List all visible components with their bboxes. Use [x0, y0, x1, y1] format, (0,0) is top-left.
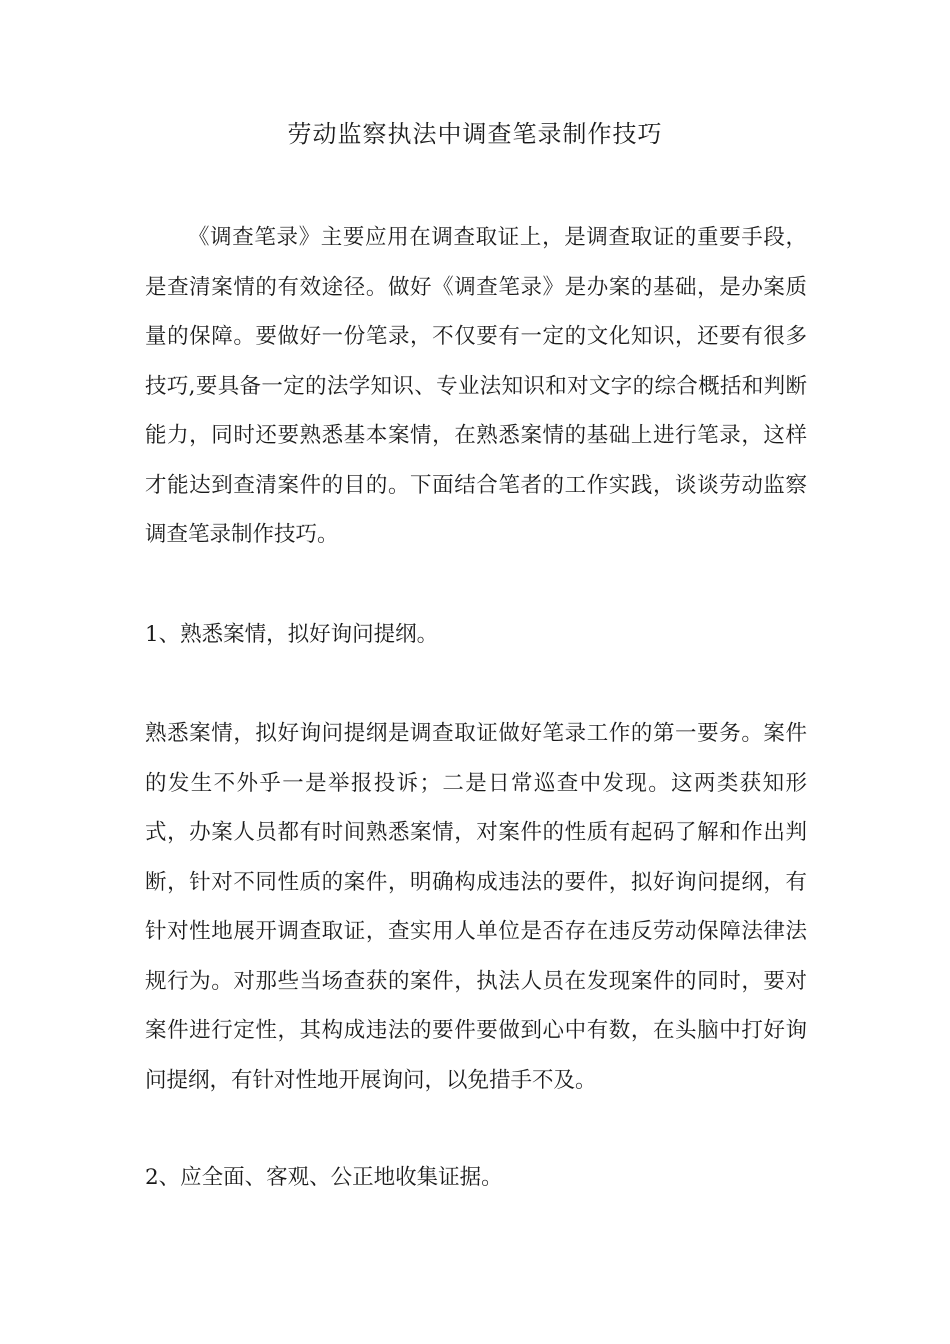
intro-paragraph: 《调查笔录》主要应用在调查取证上，是调查取证的重要手段，是查清案情的有效途径。做好《调查笔录》是办案的基础，是办案质量的保障。要做好一份笔录，不仅要有一定的文化知识，还要有很多技巧,要具备一定的法学知识、专业法知识和对文字的综合概括和判断能力，同时还要熟悉基本案情，在熟悉案情的基础上进行笔录，这样才能达到查清案件的目的。下面结合笔者的工作实践，谈谈劳动监察调查笔录制作技巧。: [145, 225, 807, 547]
section-heading-1: 1、熟悉案情，拟好询问提纲。: [145, 622, 439, 647]
section-paragraph-1: 熟悉案情，拟好询问提纲是调查取证做好笔录工作的第一要务。案件的发生不外乎一是举报投诉；二是日常巡查中发现。这两类获知形式，办案人员都有时间熟悉案情，对案件的性质有起码了解和作出判断，针对不同性质的案件，明确构成违法的要件，拟好询问提纲，有针对性地展开调查取证，查实用人单位是否存在违反劳动保障法律法规行为。对那些当场查获的案件，执法人员在发现案件的同时，要对案件进行定性，其构成违法的要件要做到心中有数，在头脑中打好询问提纲，有针对性地开展询问，以免措手不及。: [145, 721, 807, 1093]
document-title: 劳动监察执法中调查笔录制作技巧: [287, 120, 663, 148]
section-heading-2: 2、应全面、客观、公正地收集证据。: [145, 1165, 503, 1190]
